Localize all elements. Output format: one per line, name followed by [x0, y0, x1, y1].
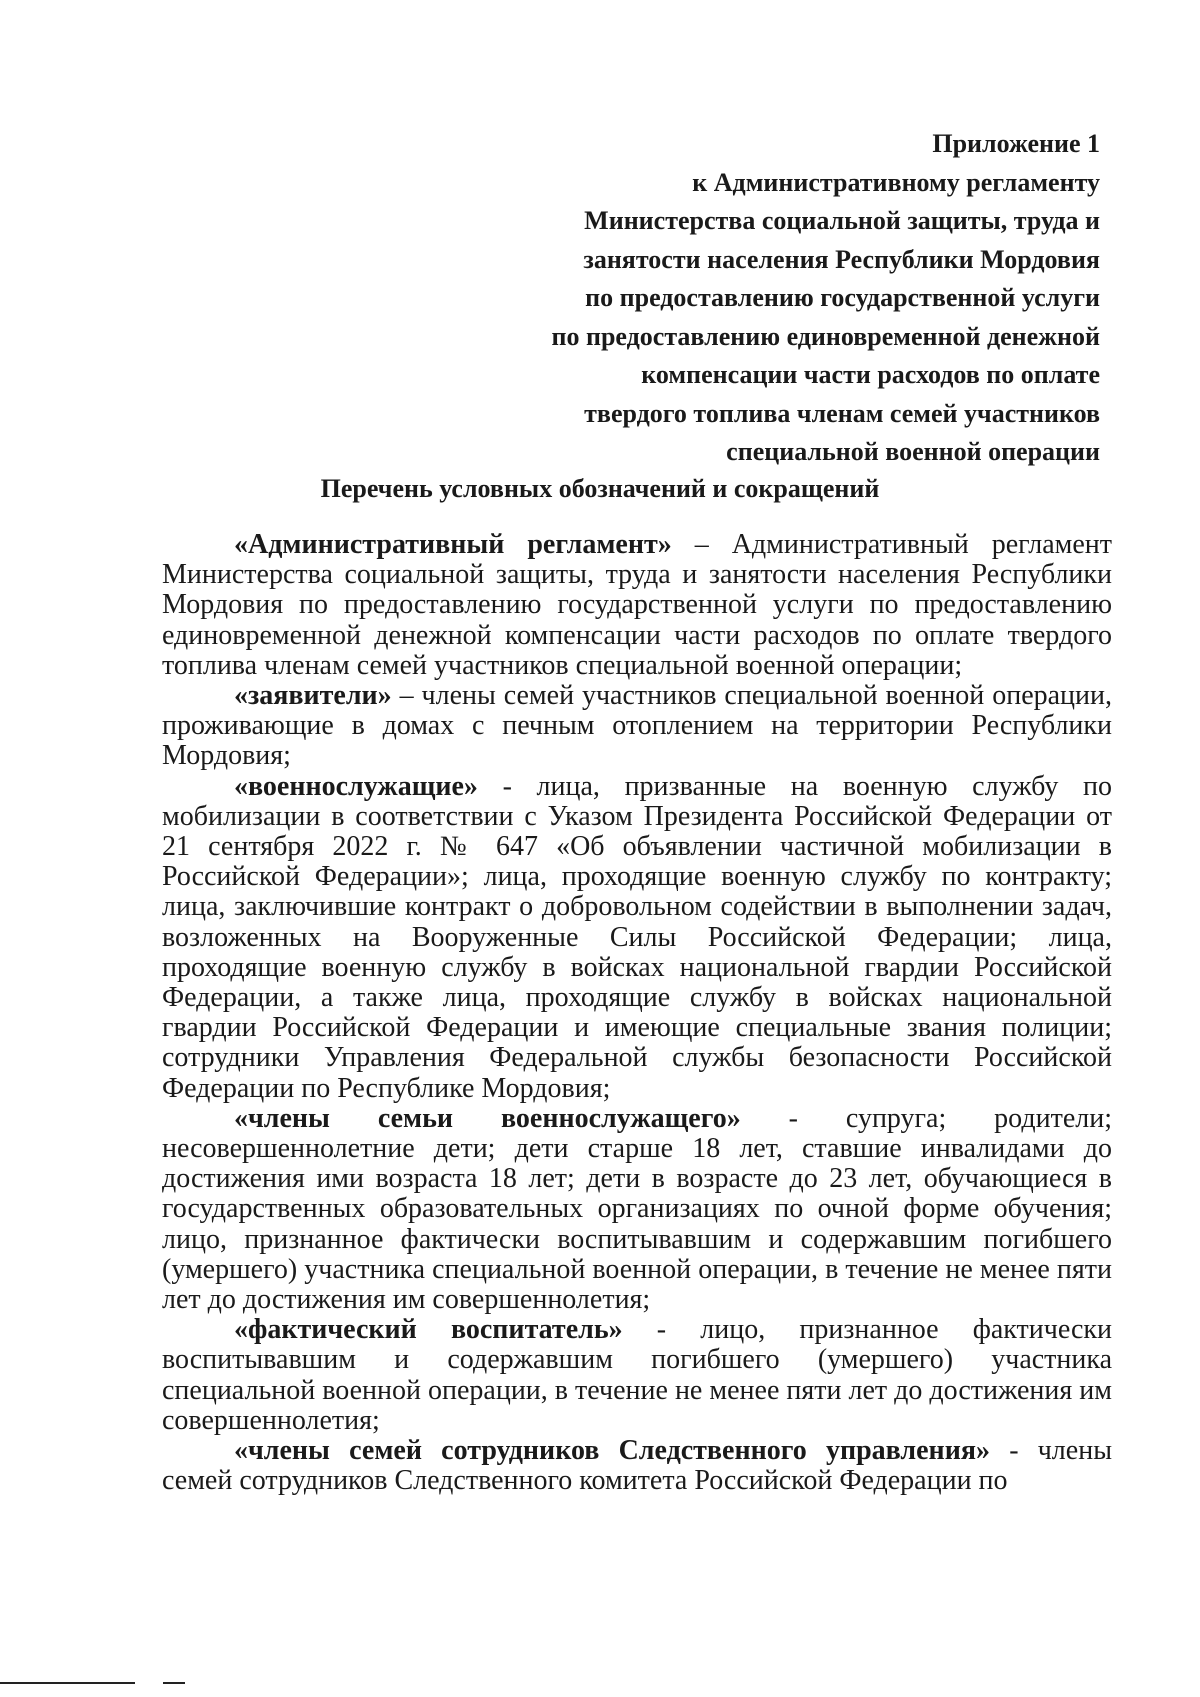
definition-text: - супруга; родители; несовершеннолетние дети; дети старше 18 лет, ставшие инвалидами до достижения ими возраста 18 лет; дети в возрасте до 23 лет, обучающиеся в государственных образовательных организациях по очной форме обучения; лицо, признанное фактически воспитывавшим и содержавшим погибшего (умершего) участника специальной военной операции, в течение не менее пяти лет до достижения им совершеннолетия;	[162, 1102, 1112, 1316]
scan-mark	[163, 1682, 185, 1684]
appendix-line: по предоставлению государственной услуги	[585, 283, 1100, 312]
appendix-line: Министерства социальной защиты, труда и	[584, 206, 1100, 235]
definition-paragraph	[162, 1315, 1112, 1436]
appendix-line: по предоставлению единовременной денежной	[551, 321, 1100, 351]
appendix-line: Приложение 1	[932, 129, 1100, 158]
appendix-line: специальной военной операции	[726, 437, 1100, 466]
definition-term: «заявители»	[234, 680, 392, 712]
definition-term: «члены семей сотрудников Следственного управления»	[234, 1435, 990, 1467]
definition-text: - лица, призванные на военную службу по мобилизации в соответствии с Указом Президента Российской Федерации от 21 сентября 2022 г. № 647 «Об объявлении частичной мобилизации в Российской Федерации»; лица, проходящие военную службу по контракту; лица, заключившие контракт о добровольном содействии в выполнении задач, возложенных на Вооруженные Силы Российской Федерации; лица, проходящие военную службу в войсках национальной гвардии Российской Федерации, а также лица, проходящие службу в войсках национальной гвардии Российской Федерации и имеющие специальные звания полиции; сотрудники Управления Федеральной службы безопасности Российской Федерации по Республике Мордовия;	[162, 770, 1112, 1104]
definition-term: «члены семьи военнослужащего»	[234, 1102, 741, 1134]
appendix-header	[460, 125, 1100, 472]
definition-paragraph	[162, 681, 1112, 772]
appendix-line: занятости населения Республики Мордовия	[583, 244, 1100, 274]
document-heading: Перечень условных обозначений и сокращений	[320, 474, 880, 503]
definition-term: «фактический воспитатель»	[234, 1314, 623, 1346]
definition-term: «Административный регламент»	[234, 529, 672, 560]
definition-paragraph	[162, 772, 1112, 1104]
definition-text: – Административный регламент Министерства социальной защиты, труда и занятости населения Республики Мордовия по предоставлению государственной услуги по предоставлению единовременной денежной компенсации части расходов по оплате твердого топлива членам семей участников специальной военной операции;	[162, 529, 1113, 681]
definitions-list	[162, 530, 1112, 1497]
appendix-line: твердого топлива членам семей участников	[584, 398, 1100, 428]
appendix-line: к Административному регламенту	[692, 167, 1100, 197]
definition-paragraph	[162, 530, 1112, 681]
definition-term: «военнослужащие»	[234, 770, 478, 802]
definition-text: - члены семей сотрудников Следственного комитета Российской Федерации по	[162, 1435, 1113, 1497]
definition-paragraph	[162, 1104, 1112, 1315]
appendix-line: компенсации части расходов по оплате	[641, 360, 1100, 389]
scan-mark	[0, 1682, 135, 1684]
definition-text: - лицо, признанное фактически воспитывавшим и содержавшим погибшего (умершего) участника специальной военной операции, в течение не менее пяти лет до достижения им совершеннолетия;	[162, 1314, 1112, 1436]
definition-text: – члены семей участников специальной военной операции, проживающие в домах с печным отоплением на территории Республики Мордовия;	[162, 680, 1112, 772]
definition-paragraph	[162, 1436, 1112, 1496]
